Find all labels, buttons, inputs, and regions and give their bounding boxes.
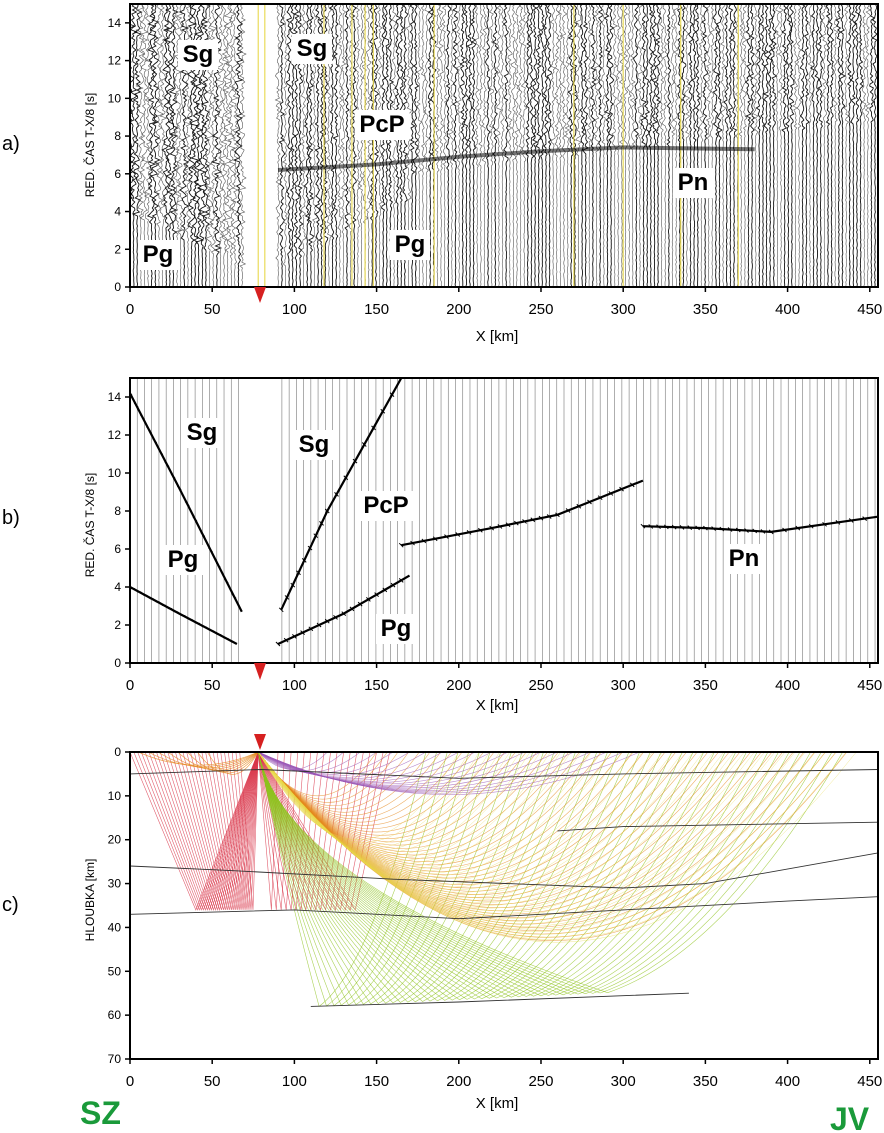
y-tick-label: 40	[107, 920, 121, 935]
seismic-trace	[384, 4, 389, 286]
y-tick-label: 10	[107, 788, 121, 803]
seismic-trace	[540, 4, 545, 286]
x-tick-label: 100	[281, 301, 307, 318]
x-tick-label: 450	[857, 677, 883, 694]
x-axis-label-c: X [km]	[475, 1095, 519, 1112]
phase-label-pn: Pn	[677, 169, 709, 196]
y-tick-label: 30	[107, 876, 121, 891]
seismic-trace	[500, 4, 505, 286]
seismic-trace	[438, 4, 444, 286]
seismic-trace	[373, 4, 379, 286]
seismic-trace	[659, 4, 664, 286]
y-tick-label: 20	[107, 832, 121, 847]
traveltime-curve-pcp	[401, 481, 643, 546]
ray-path	[258, 752, 693, 998]
seismic-trace	[862, 4, 866, 286]
x-tick-label: 250	[528, 301, 554, 318]
seismic-trace	[489, 4, 494, 286]
y-tick-label: 12	[107, 53, 121, 68]
phase-labels-b	[163, 418, 764, 644]
seismic-trace	[573, 4, 578, 286]
panel-a	[2, 4, 882, 345]
seismic-trace	[558, 4, 562, 286]
seismic-trace	[673, 4, 679, 286]
phase-label-pg: Pg	[380, 615, 412, 642]
y-tick-label: 0	[114, 280, 121, 294]
y-tick-label: 8	[114, 504, 121, 518]
x-axis-b	[126, 663, 882, 694]
x-tick-label: 150	[364, 1073, 390, 1090]
seismic-trace	[822, 4, 827, 286]
seismic-trace	[435, 4, 440, 286]
y-tick-label: 10	[107, 466, 121, 480]
x-tick-label: 400	[775, 301, 801, 318]
y-tick-label: 8	[114, 129, 121, 144]
seismic-trace	[594, 4, 600, 286]
phase-label-sg: Sg	[298, 431, 330, 458]
seismic-trace	[873, 4, 878, 286]
x-tick-label: 150	[364, 301, 390, 318]
phase-label-sg: Sg	[186, 419, 218, 446]
seismic-trace	[805, 4, 810, 286]
seismic-trace	[739, 4, 744, 286]
seismic-trace	[561, 4, 567, 286]
seismic-trace	[811, 4, 815, 286]
ray-path	[191, 752, 259, 910]
y-tick-label: 50	[107, 964, 121, 979]
y-tick-label: 70	[107, 1052, 121, 1066]
shot-point-marker-c	[254, 734, 266, 750]
seismic-trace	[652, 4, 657, 286]
panel-label-c: c)	[2, 894, 19, 916]
y-tick-label: 0	[114, 745, 121, 759]
seismic-trace	[619, 4, 624, 286]
seismic-trace	[446, 4, 451, 286]
y-tick-label: 12	[107, 428, 121, 442]
seismic-trace	[724, 4, 729, 286]
phase-labels-a	[138, 34, 713, 270]
x-tick-label: 350	[692, 1073, 718, 1090]
seismic-trace	[231, 4, 239, 286]
seismic-trace	[511, 4, 516, 286]
x-tick-label: 450	[857, 301, 883, 318]
y-tick-label: 4	[114, 580, 121, 594]
seismic-trace	[279, 4, 285, 286]
seismic-trace	[732, 4, 736, 286]
seismic-trace	[341, 4, 346, 286]
x-tick-label: 0	[125, 677, 135, 694]
seismic-trace	[815, 4, 819, 286]
x-tick-label: 300	[610, 677, 636, 694]
y-axis-label-c: HLOUBKA [km]	[83, 858, 97, 942]
seismic-trace	[689, 4, 693, 286]
seismic-trace	[580, 4, 585, 286]
direction-right-label: JV	[830, 1101, 870, 1133]
y-axis-a	[108, 16, 130, 294]
ray-path	[258, 752, 500, 1004]
x-tick-label: 350	[692, 301, 718, 318]
seismic-trace	[844, 4, 849, 286]
seismic-trace	[471, 4, 476, 286]
seismic-trace	[681, 4, 686, 286]
traveltime-curves-b	[128, 378, 878, 646]
y-axis-b	[108, 390, 130, 670]
seismic-trace	[482, 4, 487, 286]
seismic-trace	[623, 4, 627, 286]
y-axis-label-b: RED. ČAS T-X/8 [s]	[83, 472, 97, 578]
seismic-trace	[486, 4, 491, 286]
seismic-trace	[684, 4, 690, 286]
seismic-trace	[591, 4, 596, 286]
x-tick-label: 100	[281, 677, 307, 694]
seismic-trace	[521, 4, 526, 286]
seismic-trace	[555, 4, 560, 286]
phase-label-pn: Pn	[728, 545, 760, 572]
y-axis-label-a: RED. ČAS T-X/8 [s]	[83, 92, 97, 198]
seismic-trace	[720, 4, 725, 286]
x-tick-label: 400	[775, 677, 801, 694]
seismic-trace	[283, 4, 288, 286]
x-tick-label: 300	[610, 301, 636, 318]
panel-label-a: a)	[2, 133, 20, 155]
seismic-trace	[859, 4, 863, 286]
seismic-trace	[526, 4, 531, 286]
shot-point-marker-b	[254, 663, 266, 680]
seismic-trace	[847, 4, 851, 286]
seismic-trace	[699, 4, 704, 286]
model-interface	[130, 770, 878, 779]
x-tick-label: 50	[203, 301, 221, 318]
seismic-trace	[789, 4, 794, 286]
phase-label-pcp: PcP	[363, 492, 409, 519]
seismic-trace	[547, 4, 551, 286]
seismic-trace	[670, 4, 675, 286]
seismic-trace	[504, 4, 509, 286]
ray-path	[258, 752, 768, 995]
seismic-trace	[381, 4, 386, 286]
seismic-trace	[833, 4, 838, 286]
x-tick-label: 400	[775, 1073, 801, 1090]
seismic-trace	[692, 4, 696, 286]
seismic-trace	[768, 4, 773, 286]
seismic-trace	[695, 4, 700, 286]
traces-a	[127, 4, 877, 287]
seismic-trace	[702, 4, 707, 286]
x-tick-label: 450	[857, 1073, 883, 1090]
seismic-trace	[475, 4, 479, 286]
seismic-trace	[637, 4, 642, 286]
x-tick-label: 100	[281, 1073, 307, 1090]
phase-label-pcp: PcP	[359, 111, 405, 138]
seismic-trace	[518, 4, 522, 286]
phase-label-sg: Sg	[182, 41, 214, 68]
y-axis-c	[108, 745, 130, 1066]
seismic-trace	[359, 4, 365, 286]
panel-b	[2, 378, 882, 714]
seismic-trace	[460, 4, 466, 286]
seismic-trace	[612, 4, 618, 286]
seismic-trace	[467, 4, 472, 286]
seismic-trace	[717, 4, 722, 286]
seismic-trace	[536, 4, 541, 286]
seismic-trace	[631, 4, 636, 286]
seismic-trace	[649, 4, 654, 286]
x-tick-label: 200	[446, 1073, 472, 1090]
x-tick-label: 200	[446, 301, 472, 318]
seismic-trace	[496, 4, 502, 286]
seismic-trace	[851, 4, 856, 286]
seismic-trace	[662, 4, 667, 286]
seismic-trace	[753, 4, 758, 286]
seismic-trace	[742, 4, 747, 286]
seismic-trace	[829, 4, 833, 286]
x-tick-label: 300	[610, 1073, 636, 1090]
seismic-trace	[782, 4, 787, 286]
seismic-trace	[786, 4, 791, 286]
phase-label-pg: Pg	[167, 546, 199, 573]
x-axis-a	[126, 287, 882, 318]
seismic-trace	[826, 4, 831, 286]
seismic-trace	[507, 4, 512, 286]
panel-label-b: b)	[2, 507, 20, 529]
phase-label-pg: Pg	[142, 241, 174, 268]
seismic-trace	[800, 4, 805, 286]
ray-paths-c	[130, 752, 856, 1006]
seismic-trace	[568, 4, 574, 286]
y-tick-label: 0	[114, 656, 121, 670]
seismic-trace	[870, 4, 875, 286]
seismic-trace	[808, 4, 813, 286]
seismic-trace	[764, 4, 769, 286]
y-tick-label: 2	[114, 242, 121, 257]
y-tick-label: 14	[107, 390, 121, 404]
direction-left-label: SZ	[80, 1095, 121, 1131]
seismic-trace	[641, 4, 646, 286]
traveltime-curve-pn	[643, 517, 878, 532]
traces-b	[130, 378, 875, 663]
seismic-trace	[345, 4, 349, 286]
seismic-trace	[370, 4, 375, 286]
y-tick-label: 14	[107, 15, 121, 30]
seismic-trace	[515, 4, 520, 286]
x-axis-label-a: X [km]	[475, 328, 519, 345]
seismic-trace	[493, 4, 498, 286]
seismic-trace	[449, 4, 453, 286]
x-tick-label: 50	[203, 1073, 221, 1090]
seismic-trace	[771, 4, 776, 286]
seismic-trace	[840, 4, 845, 286]
seismic-trace	[706, 4, 711, 286]
x-tick-label: 0	[125, 301, 135, 318]
x-tick-label: 350	[692, 677, 718, 694]
seismic-trace	[677, 4, 682, 286]
seismic-trace	[550, 4, 555, 286]
panel-c	[2, 734, 882, 1112]
seismic-trace	[836, 4, 841, 286]
seismic-trace	[793, 4, 798, 286]
seismic-trace	[576, 4, 582, 286]
seismic-trace	[583, 4, 588, 286]
seismic-trace	[599, 4, 603, 286]
seismic-trace	[796, 4, 801, 286]
seismic-trace	[608, 4, 614, 286]
y-tick-label: 2	[114, 618, 121, 632]
seismic-trace	[818, 4, 822, 286]
x-axis-label-b: X [km]	[475, 697, 519, 714]
seismic-trace	[655, 4, 660, 286]
shot-point-marker-a	[254, 287, 266, 303]
phase-label-sg: Sg	[296, 35, 328, 62]
seismic-trace	[775, 4, 780, 286]
y-tick-label: 6	[114, 166, 121, 181]
seismic-trace	[366, 4, 371, 286]
x-tick-label: 0	[125, 1073, 135, 1090]
seismic-trace	[667, 4, 670, 286]
seismic-trace	[710, 4, 714, 286]
phase-label-pg: Pg	[394, 231, 426, 258]
x-tick-label: 250	[528, 1073, 554, 1090]
x-axis-c	[126, 1059, 882, 1090]
y-tick-label: 4	[114, 204, 121, 219]
x-tick-label: 50	[203, 677, 221, 694]
plot-frame-b	[130, 378, 878, 663]
seismic-trace	[356, 4, 361, 286]
y-tick-label: 6	[114, 542, 121, 556]
seismic-trace	[601, 4, 606, 286]
x-tick-label: 200	[446, 677, 472, 694]
x-tick-label: 150	[364, 677, 390, 694]
seismic-trace	[760, 4, 765, 286]
seismic-trace	[746, 4, 752, 286]
seismic-trace	[234, 4, 243, 286]
x-tick-label: 250	[528, 677, 554, 694]
seismic-trace	[713, 4, 719, 286]
seismic-trace	[453, 4, 458, 286]
y-tick-label: 10	[107, 91, 121, 106]
seismic-trace	[565, 4, 570, 286]
seismic-trace	[616, 4, 621, 286]
y-tick-label: 60	[107, 1008, 121, 1023]
seismic-trace	[728, 4, 733, 286]
